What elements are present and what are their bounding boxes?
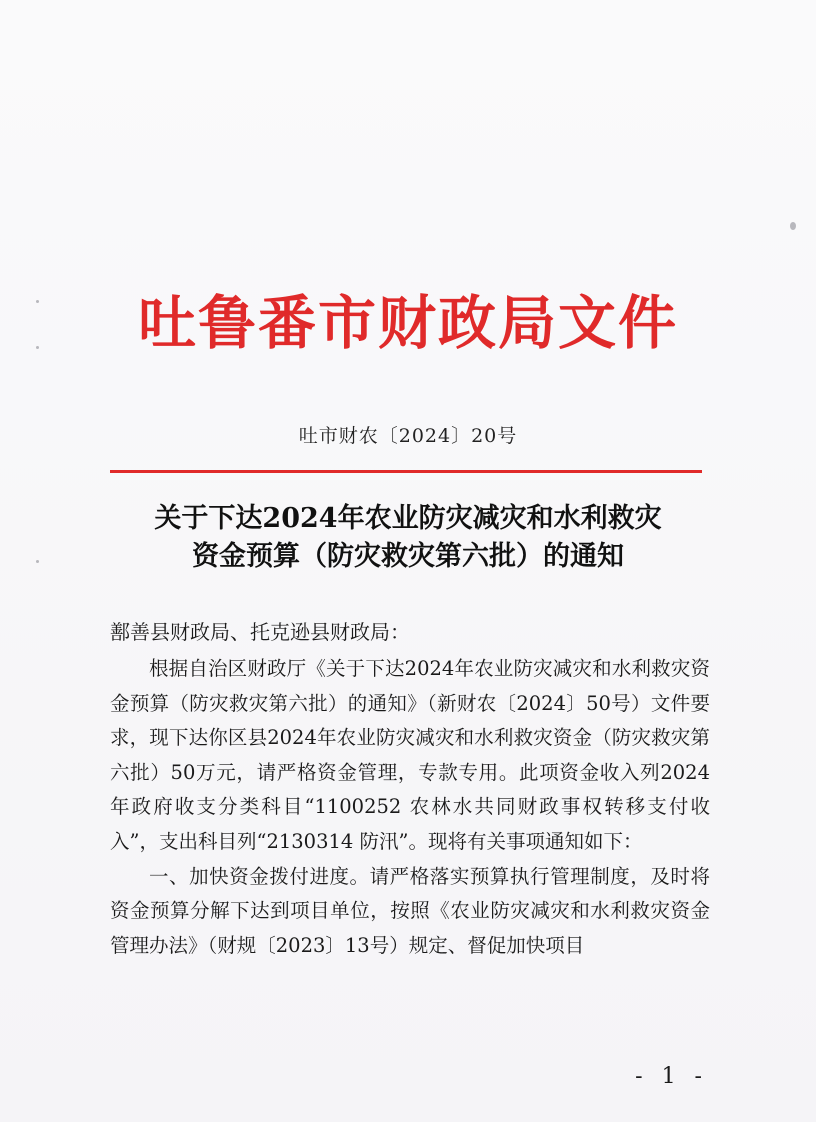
- paragraph: 根据自治区财政厅《关于下达2024年农业防灾减灾和水利救灾资金预算（防灾救灾第六批）的通知》（新财农〔2024〕50号）文件要求，现下达你区县2024年农业防灾减灾和水利救灾资金（防灾救灾第六批）50万元，请严格资金管理，专款专用。此项资金收入列2024年政府收支分类科目“1100252 农林水共同财政事权转移支付收入”，支出科目列“2130314 防汛”。现将有关事项通知如下：: [110, 657, 710, 853]
- notice-title: [0, 500, 816, 576]
- scan-mark: [790, 222, 796, 230]
- document-number: 吐市财农〔2024〕20号: [298, 425, 518, 447]
- page-number: - 1 -: [635, 1064, 708, 1089]
- notice-title-line-2: 资金预算（防灾救灾第六批）的通知: [192, 541, 624, 572]
- bleed-through-text: [130, 178, 634, 208]
- addressee: 鄯善县财政局、托克逊县财政局：: [110, 620, 410, 644]
- red-divider-line: [110, 470, 702, 473]
- paragraph: 一、加快资金拨付进度。请严格落实预算执行管理制度，及时将资金预算分解下达到项目单位，按照《农业防灾减灾和水利救灾资金管理办法》（财规〔2023〕13号）规定、督促加快项目: [110, 864, 710, 957]
- issuing-org-title: 吐鲁番市财政局文件: [137, 289, 678, 357]
- notice-title-line-1: 关于下达2024年农业防灾减灾和水利救灾: [154, 503, 662, 534]
- body-text: [110, 652, 710, 963]
